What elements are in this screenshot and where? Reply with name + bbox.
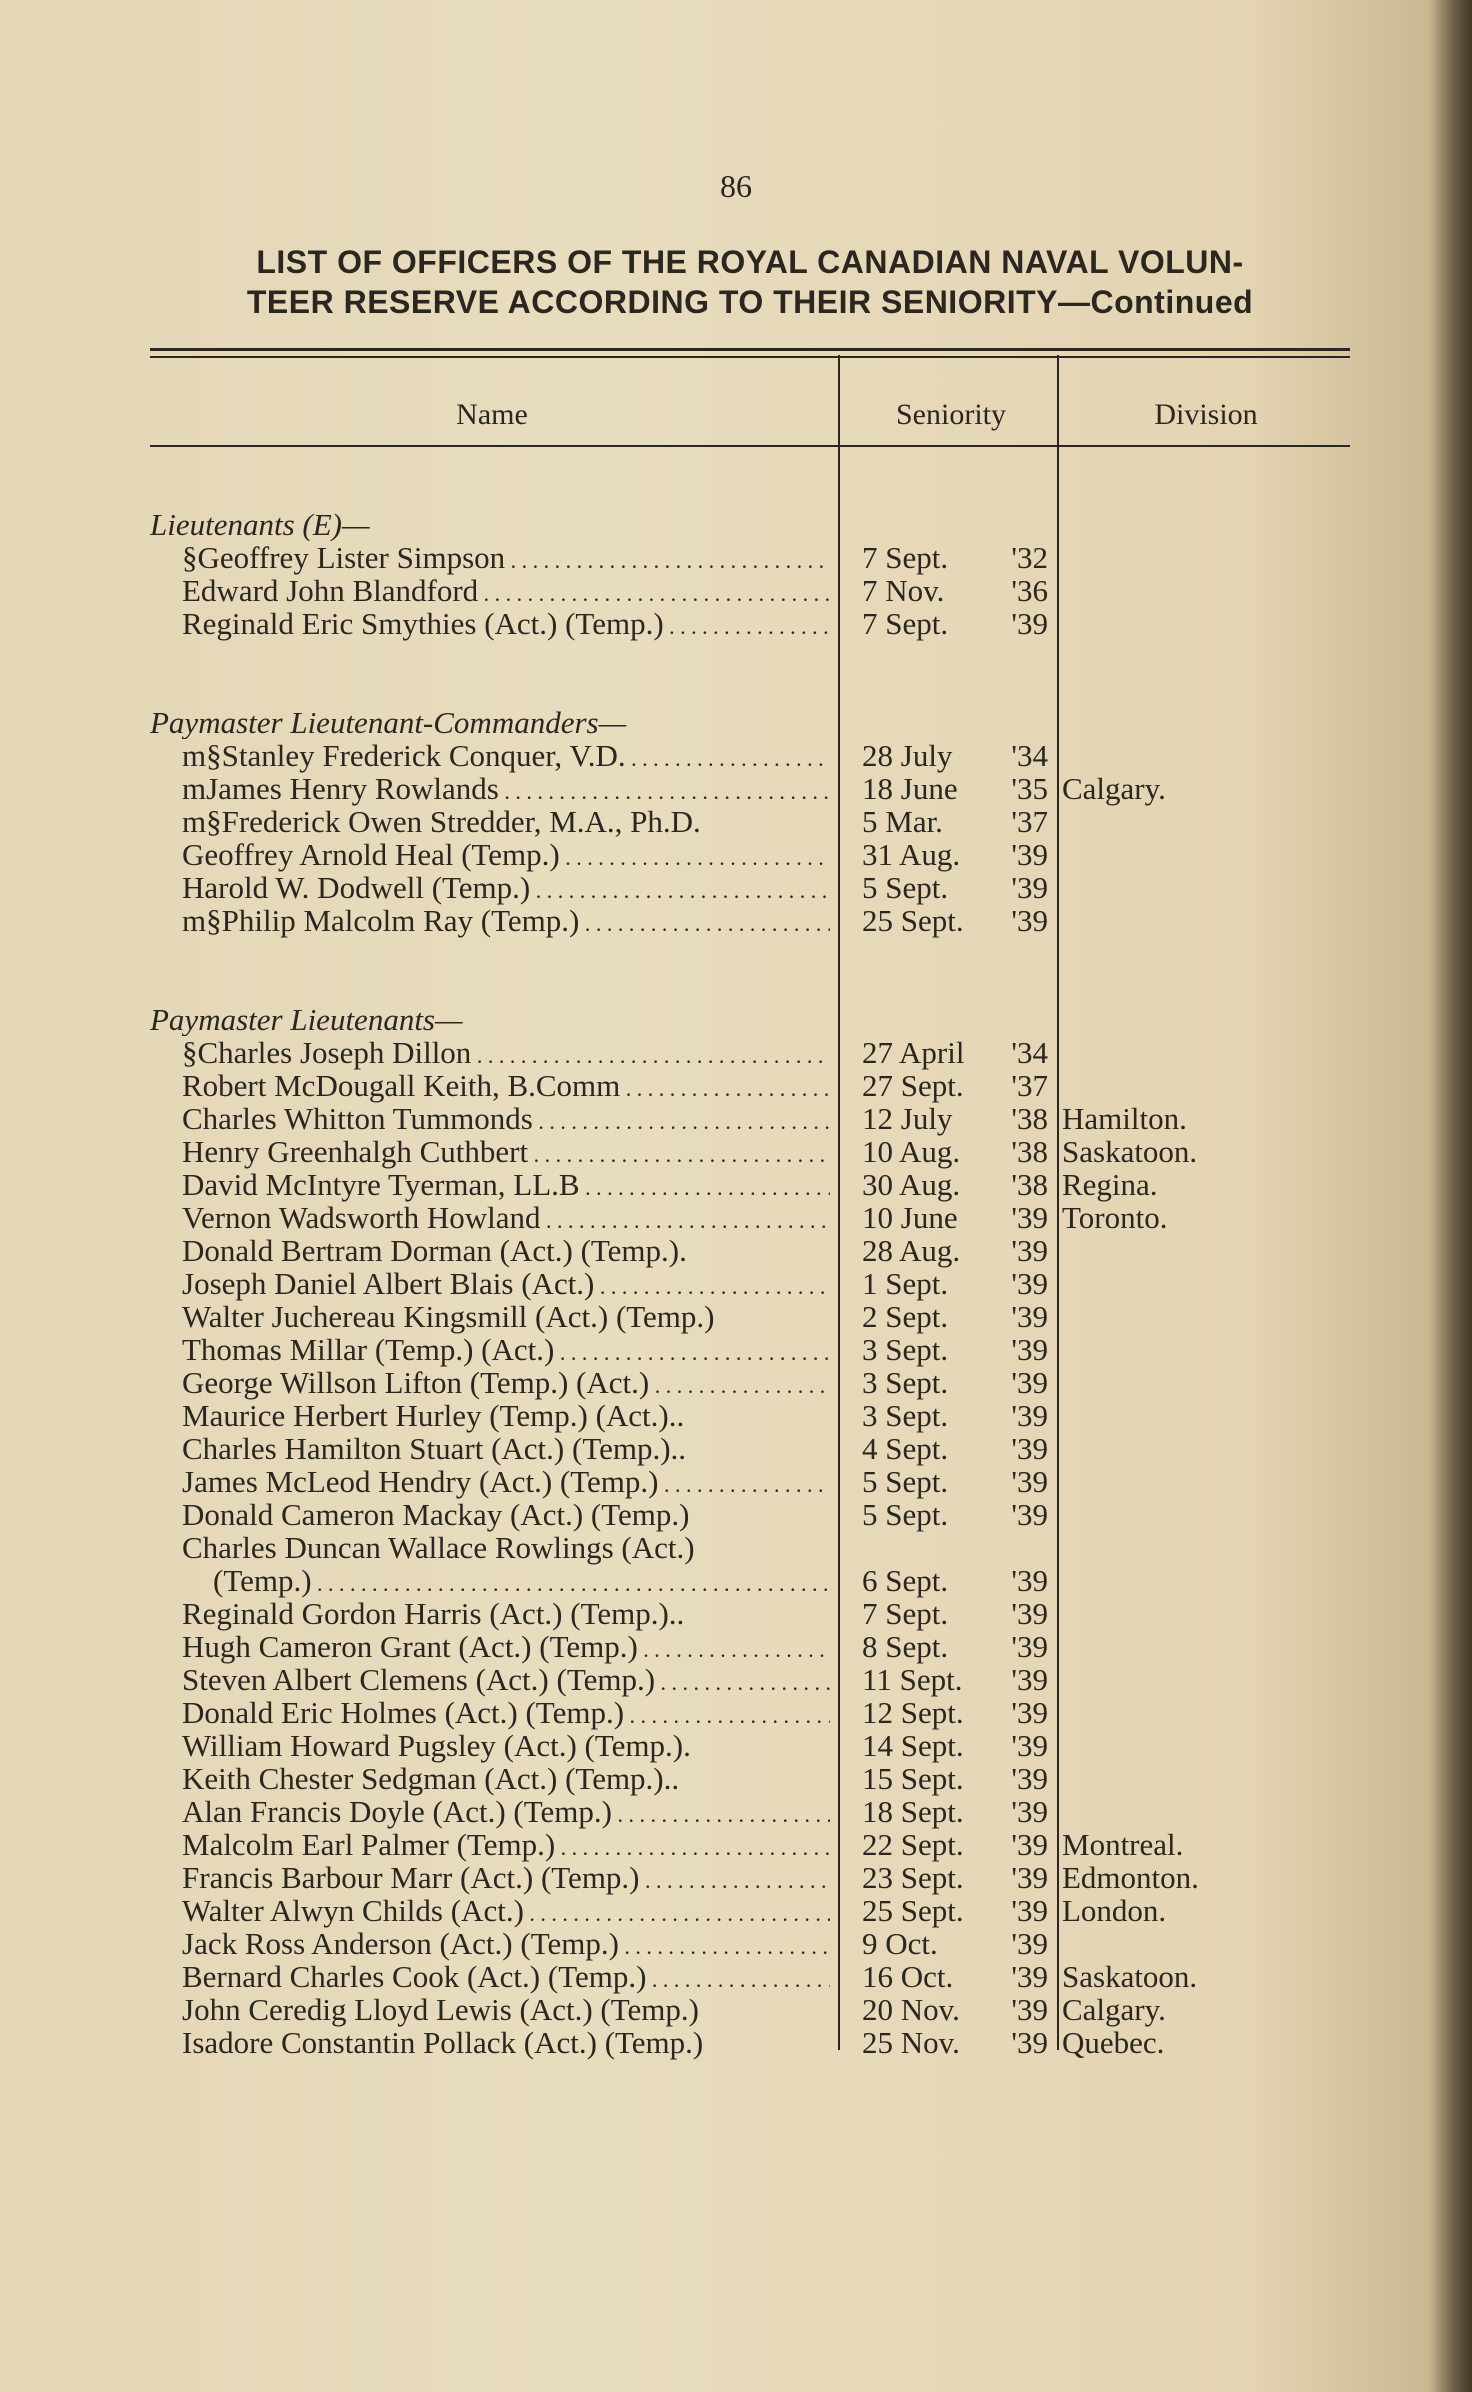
seniority-date [862, 1069, 1048, 1102]
header-rule [150, 348, 1350, 351]
division: Saskatoon. [1062, 1959, 1198, 1994]
officer-name-text: Malcolm Earl Palmer (Temp.) . . . [182, 1828, 830, 1864]
seniority-date [862, 1696, 1048, 1729]
seniority-date [862, 1927, 1048, 1960]
seniority-year: '35 [1011, 771, 1048, 806]
seniority-year: '34 [1011, 1035, 1048, 1070]
table-row [0, 1696, 1472, 1729]
table-row [0, 871, 1472, 904]
section-title: Paymaster Lieutenants— [150, 1003, 463, 1036]
division: Regina. [1062, 1167, 1158, 1202]
table-row [0, 1036, 1472, 1069]
officer-name-text: Donald Bertram Dorman (Act.) (Temp.). [182, 1234, 687, 1268]
seniority-day-month: 10 June [862, 1200, 958, 1235]
page-edge-shadow [1432, 0, 1472, 2392]
seniority-day-month: 4 Sept. [862, 1431, 949, 1466]
table-row [0, 1168, 1472, 1201]
seniority-day-month: 5 Mar. [862, 804, 943, 839]
table-row [0, 904, 1472, 937]
seniority-day-month: 12 Sept. [862, 1695, 964, 1730]
seniority-year: '39 [1011, 1992, 1048, 2027]
table-row [0, 1861, 1472, 1894]
seniority-day-month: 2 Sept. [862, 1299, 949, 1334]
officer-name-text: Walter Alwyn Childs (Act.) . . . [182, 1894, 830, 1930]
section-heading [0, 706, 1472, 739]
seniority-date [862, 838, 1048, 871]
table-row [0, 1993, 1472, 2026]
seniority-date [862, 1993, 1048, 2026]
officer-name [182, 607, 830, 649]
page-number: 86 [720, 168, 752, 204]
table-row [0, 1663, 1472, 1696]
seniority-date [862, 1300, 1048, 1333]
table-row [0, 1234, 1472, 1267]
seniority-date [862, 541, 1048, 574]
seniority-day-month: 8 Sept. [862, 1629, 949, 1664]
seniority-date [862, 1465, 1048, 1498]
seniority-year: '39 [1011, 903, 1048, 938]
seniority-day-month: 22 Sept. [862, 1827, 964, 1862]
officer-name-text: Reginald Gordon Harris (Act.) (Temp.).. [182, 1597, 685, 1631]
table-row [0, 607, 1472, 640]
officer-name-text: George Willson Lifton (Temp.) (Act.) . . . [182, 1366, 830, 1402]
seniority-day-month: 6 Sept. [862, 1563, 949, 1598]
table-row [0, 1069, 1472, 1102]
title-line-2: TEER RESERVE ACCORDING TO THEIR SENIORITY—Continued [246, 284, 1254, 320]
table-row [0, 1102, 1472, 1135]
seniority-year: '39 [1011, 1596, 1048, 1631]
seniority-year: '39 [1011, 837, 1048, 872]
seniority-year: '39 [1011, 1860, 1048, 1895]
seniority-year: '39 [1011, 1926, 1048, 1961]
table-row [0, 1729, 1472, 1762]
seniority-date [862, 574, 1048, 607]
seniority-year: '34 [1011, 738, 1048, 773]
table-row [0, 1366, 1472, 1399]
seniority-day-month: 7 Sept. [862, 606, 949, 641]
seniority-day-month: 11 Sept. [862, 1662, 963, 1697]
seniority-day-month: 1 Sept. [862, 1266, 949, 1301]
officer-name-text: Maurice Herbert Hurley (Temp.) (Act.).. [182, 1399, 685, 1433]
table-row [0, 838, 1472, 871]
seniority-year: '39 [1011, 1299, 1048, 1334]
seniority-date [862, 904, 1048, 937]
table-row [0, 1531, 1472, 1564]
seniority-day-month: 30 Aug. [862, 1167, 961, 1202]
officer-name-text: Walter Juchereau Kingsmill (Act.) (Temp.) [182, 1300, 715, 1334]
seniority-year: '39 [1011, 1332, 1048, 1367]
seniority-date [862, 739, 1048, 772]
seniority-date [862, 1630, 1048, 1663]
seniority-date [862, 1663, 1048, 1696]
officer-name-text: Thomas Millar (Temp.) (Act.) . . . [182, 1333, 830, 1369]
officer-name-text: Bernard Charles Cook (Act.) (Temp.) . . . [182, 1960, 830, 1996]
seniority-date [862, 607, 1048, 640]
seniority-day-month: 3 Sept. [862, 1398, 949, 1433]
seniority-day-month: 15 Sept. [862, 1761, 964, 1796]
seniority-date [862, 1861, 1048, 1894]
table-row [0, 1630, 1472, 1663]
seniority-year: '38 [1011, 1134, 1048, 1169]
column-header-division: Division [1154, 398, 1258, 431]
seniority-year: '39 [1011, 606, 1048, 641]
table-row [0, 1828, 1472, 1861]
officer-name-text: m§Stanley Frederick Conquer, V.D. . . . [182, 739, 830, 775]
seniority-day-month: 31 Aug. [862, 837, 961, 872]
officer-name-text: Robert McDougall Keith, B.Comm . . . [182, 1069, 830, 1105]
seniority-year: '38 [1011, 1167, 1048, 1202]
seniority-year: '39 [1011, 1563, 1048, 1598]
seniority-day-month: 7 Sept. [862, 1596, 949, 1631]
seniority-day-month: 25 Nov. [862, 2025, 960, 2060]
seniority-year: '39 [1011, 1629, 1048, 1664]
seniority-day-month: 3 Sept. [862, 1332, 949, 1367]
table-row [0, 1927, 1472, 1960]
table-row [0, 1498, 1472, 1531]
seniority-date [862, 1267, 1048, 1300]
table-row [0, 1267, 1472, 1300]
seniority-year: '37 [1011, 1068, 1048, 1103]
seniority-day-month: 10 Aug. [862, 1134, 961, 1169]
officer-name-text: mJames Henry Rowlands . . . [182, 772, 830, 808]
officer-name-text: James McLeod Hendry (Act.) (Temp.) . . . [182, 1465, 830, 1501]
seniority-day-month: 25 Sept. [862, 903, 964, 938]
table-row [0, 1960, 1472, 1993]
seniority-date [862, 1828, 1048, 1861]
officer-name [182, 904, 830, 946]
officer-name-text: Donald Cameron Mackay (Act.) (Temp.) [182, 1498, 690, 1532]
table-row [0, 739, 1472, 772]
seniority-year: '39 [1011, 1695, 1048, 1730]
officer-name-text: Donald Eric Holmes (Act.) (Temp.) . . . [182, 1696, 830, 1732]
seniority-date [862, 1168, 1048, 1201]
seniority-date [862, 1498, 1048, 1531]
table-row [0, 1135, 1472, 1168]
seniority-date [862, 2026, 1048, 2059]
table-row [0, 2026, 1472, 2059]
seniority-year: '39 [1011, 1464, 1048, 1499]
seniority-day-month: 5 Sept. [862, 1497, 949, 1532]
seniority-day-month: 3 Sept. [862, 1365, 949, 1400]
officer-name-text: David McIntyre Tyerman, LL.B . . . [182, 1168, 830, 1204]
section-heading [0, 508, 1472, 541]
seniority-day-month: 25 Sept. [862, 1893, 964, 1928]
seniority-year: '36 [1011, 573, 1048, 608]
division: Hamilton. [1062, 1101, 1187, 1136]
seniority-date [862, 1234, 1048, 1267]
division: Saskatoon. [1062, 1134, 1198, 1169]
seniority-year: '39 [1011, 1431, 1048, 1466]
header-rule-thin [150, 356, 1350, 358]
seniority-year: '39 [1011, 2025, 1048, 2060]
seniority-year: '39 [1011, 1266, 1048, 1301]
officer-name-text: Isadore Constantin Pollack (Act.) (Temp.) [182, 2026, 704, 2060]
seniority-date [862, 1960, 1048, 1993]
officer-name-text: Steven Albert Clemens (Act.) (Temp.) . . . [182, 1663, 830, 1699]
seniority-day-month: 9 Oct. [862, 1926, 938, 1961]
seniority-day-month: 14 Sept. [862, 1728, 964, 1763]
column-header-rule [150, 445, 1350, 447]
table-row [0, 1762, 1472, 1795]
seniority-day-month: 7 Nov. [862, 573, 945, 608]
table-row [0, 1333, 1472, 1366]
officer-name-text: Keith Chester Sedgman (Act.) (Temp.).. [182, 1762, 680, 1796]
officer-name-text: Alan Francis Doyle (Act.) (Temp.) . . . [182, 1795, 830, 1831]
seniority-date [862, 871, 1048, 904]
division: Quebec. [1062, 2025, 1165, 2060]
seniority-day-month: 18 June [862, 771, 958, 806]
table-row [0, 1300, 1472, 1333]
seniority-date [862, 772, 1048, 805]
officer-name-text: Jack Ross Anderson (Act.) (Temp.) . . . [182, 1927, 830, 1963]
seniority-date [862, 1135, 1048, 1168]
officer-name-text: Hugh Cameron Grant (Act.) (Temp.) . . . [182, 1630, 830, 1666]
seniority-day-month: 28 July [862, 738, 953, 773]
page-title [150, 242, 1350, 322]
officer-name-text: Edward John Blandford . . . [182, 574, 830, 610]
seniority-year: '39 [1011, 1662, 1048, 1697]
seniority-date [862, 1399, 1048, 1432]
division: Toronto. [1062, 1200, 1168, 1235]
seniority-date [862, 1894, 1048, 1927]
seniority-day-month: 23 Sept. [862, 1860, 964, 1895]
officer-name-text: Reginald Eric Smythies (Act.) (Temp.) . . . [182, 607, 830, 643]
section-title: Paymaster Lieutenant-Commanders— [150, 706, 627, 739]
seniority-day-month: 27 April [862, 1035, 965, 1070]
division: Calgary. [1062, 1992, 1166, 2027]
section-title: Lieutenants (E)— [150, 508, 370, 541]
table-row [0, 1795, 1472, 1828]
officer-name-text: Henry Greenhalgh Cuthbert . . . [182, 1135, 830, 1171]
seniority-year: '39 [1011, 1893, 1048, 1928]
division: Montreal. [1062, 1827, 1184, 1862]
seniority-date [862, 1366, 1048, 1399]
seniority-date [862, 1432, 1048, 1465]
seniority-year: '39 [1011, 1200, 1048, 1235]
seniority-year: '39 [1011, 1794, 1048, 1829]
table-row [0, 1597, 1472, 1630]
officer-name-text: Joseph Daniel Albert Blais (Act.) . . . [182, 1267, 830, 1303]
officer-name-text: John Ceredig Lloyd Lewis (Act.) (Temp.) [182, 1993, 699, 2027]
officer-name-text: m§Philip Malcolm Ray (Temp.) . . . [182, 904, 830, 940]
officer-name-text: Vernon Wadsworth Howland . . . [182, 1201, 830, 1237]
seniority-day-month: 5 Sept. [862, 870, 949, 905]
seniority-date [862, 805, 1048, 838]
officer-name-text: Charles Duncan Wallace Rowlings (Act.) [182, 1531, 695, 1565]
officer-name-text: Francis Barbour Marr (Act.) (Temp.) . . . [182, 1861, 830, 1897]
table-row [0, 1201, 1472, 1234]
seniority-year: '39 [1011, 1233, 1048, 1268]
seniority-day-month: 20 Nov. [862, 1992, 960, 2027]
table-row [0, 805, 1472, 838]
seniority-date [862, 1036, 1048, 1069]
seniority-day-month: 12 July [862, 1101, 953, 1136]
officer-name-text: m§Frederick Owen Stredder, M.A., Ph.D. [182, 805, 701, 839]
seniority-day-month: 5 Sept. [862, 1464, 949, 1499]
seniority-date [862, 1201, 1048, 1234]
seniority-year: '38 [1011, 1101, 1048, 1136]
seniority-year: '39 [1011, 1761, 1048, 1796]
officer-name-text: §Geoffrey Lister Simpson . . . [182, 541, 830, 577]
table-row [0, 1465, 1472, 1498]
seniority-year: '39 [1011, 1365, 1048, 1400]
table-row [0, 1564, 1472, 1597]
title-line-1: LIST OF OFFICERS OF THE ROYAL CANADIAN NAVAL VOLUN- [256, 244, 1244, 280]
officer-name-text: Geoffrey Arnold Heal (Temp.) . . . [182, 838, 830, 874]
column-header-seniority: Seniority [896, 398, 1006, 431]
seniority-year: '39 [1011, 1959, 1048, 1994]
officer-name-text: (Temp.) . . . [182, 1564, 830, 1600]
table-row [0, 574, 1472, 607]
table-row [0, 1399, 1472, 1432]
officer-name-text: Charles Hamilton Stuart (Act.) (Temp.).. [182, 1432, 687, 1466]
seniority-year: '39 [1011, 1497, 1048, 1532]
officer-name-text: William Howard Pugsley (Act.) (Temp.). [182, 1729, 691, 1763]
seniority-date [862, 1102, 1048, 1135]
officer-name-text: Harold W. Dodwell (Temp.) . . . [182, 871, 830, 907]
seniority-year: '39 [1011, 1398, 1048, 1433]
seniority-date [862, 1333, 1048, 1366]
table-row [0, 772, 1472, 805]
division: Calgary. [1062, 771, 1166, 806]
seniority-date [862, 1597, 1048, 1630]
officer-name-text: §Charles Joseph Dillon . . . [182, 1036, 830, 1072]
table-row [0, 541, 1472, 574]
seniority-date [862, 1729, 1048, 1762]
seniority-date [862, 1564, 1048, 1597]
seniority-day-month: 28 Aug. [862, 1233, 961, 1268]
seniority-year: '39 [1011, 1728, 1048, 1763]
seniority-date [862, 1762, 1048, 1795]
seniority-date [862, 1795, 1048, 1828]
table-row [0, 1894, 1472, 1927]
seniority-year: '37 [1011, 804, 1048, 839]
seniority-day-month: 27 Sept. [862, 1068, 964, 1103]
seniority-day-month: 7 Sept. [862, 540, 949, 575]
division: Edmonton. [1062, 1860, 1199, 1895]
seniority-day-month: 18 Sept. [862, 1794, 964, 1829]
seniority-year: '39 [1011, 870, 1048, 905]
seniority-day-month: 16 Oct. [862, 1959, 954, 1994]
column-header-name: Name [456, 398, 528, 431]
officer-name [182, 2026, 830, 2068]
seniority-year: '39 [1011, 1827, 1048, 1862]
division: London. [1062, 1893, 1167, 1928]
section-heading [0, 1003, 1472, 1036]
officer-name-text: Charles Whitton Tummonds . . . [182, 1102, 830, 1138]
seniority-year: '32 [1011, 540, 1048, 575]
table-row [0, 1432, 1472, 1465]
